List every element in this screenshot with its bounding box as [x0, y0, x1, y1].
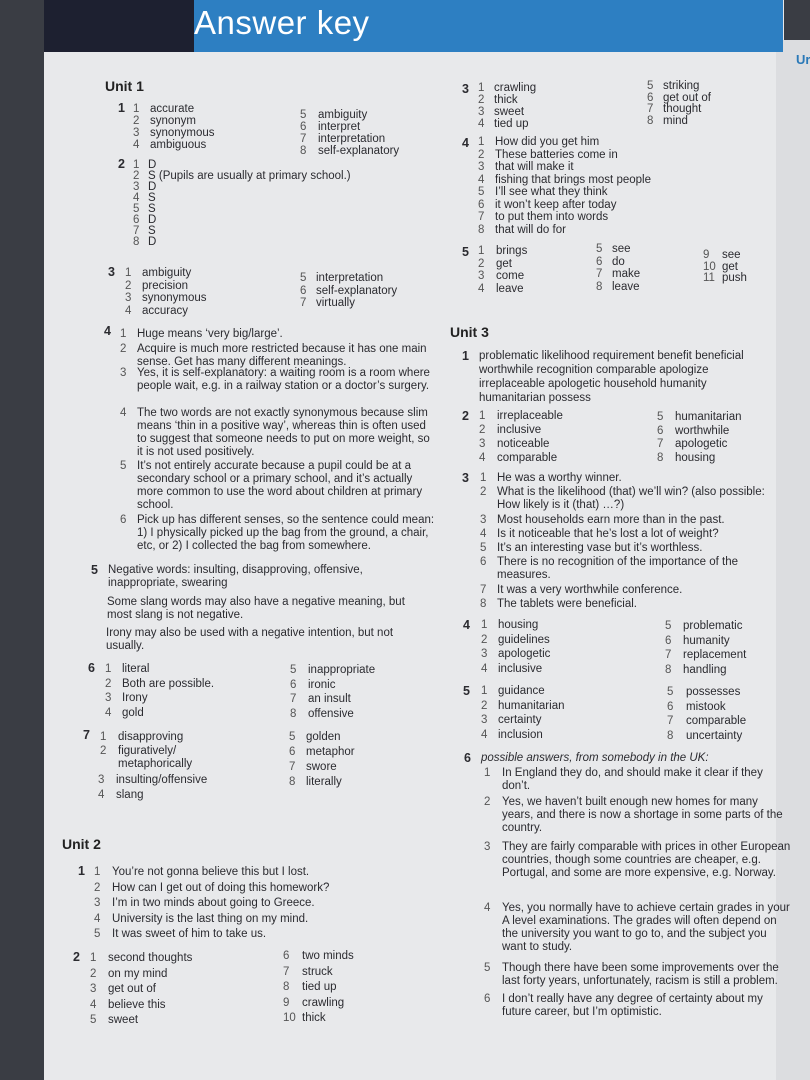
u2e2-answer: second thoughts — [108, 952, 193, 964]
u1e7-answer: metaphor — [306, 746, 355, 758]
u1e4-answer: Yes, it is self-explanatory: a waiting room is a room where people wait, e.g. in a railway station or a doctor’s surgery. — [137, 367, 430, 392]
u3e5-num: 1 — [481, 685, 488, 697]
u2e2-num: 10 — [283, 1012, 296, 1024]
u2e4-num: 7 — [478, 211, 485, 223]
u3e6-answer: I don’t really have any degree of certainty about my future career, but I’m optimistic. — [502, 993, 763, 1018]
unit3-heading: Unit 3 — [450, 324, 489, 340]
exercise-number: 3 — [462, 82, 469, 96]
u2e2-answer: thick — [302, 1012, 326, 1024]
u2e5-num: 2 — [478, 257, 485, 270]
u2e3-answer: striking — [663, 80, 700, 92]
u1e2-num: 2 — [133, 170, 140, 182]
u2e3-num: 2 — [478, 94, 485, 106]
exercise-number: 7 — [83, 728, 90, 742]
u1e1-num: 5 — [300, 109, 307, 121]
u2e2-answer: struck — [302, 965, 333, 978]
u2e3-answer: get out of — [663, 91, 711, 104]
u3e4-num: 7 — [665, 649, 672, 661]
u1e1-num: 3 — [133, 127, 140, 139]
u1e4-num: 1 — [120, 328, 127, 340]
u2e4-num: 8 — [478, 223, 485, 236]
u1e3-answer: interpretation — [316, 272, 384, 284]
u1e2-num: 6 — [133, 214, 140, 226]
u1e3-num: 6 — [300, 284, 307, 297]
exercise-number: 6 — [464, 751, 471, 765]
u2e5-num: 7 — [596, 268, 603, 280]
u3e5-num: 3 — [481, 714, 488, 726]
u2e5-num: 5 — [596, 243, 603, 255]
u1e4-answer: It’s not entirely accurate because a pupil could be at a secondary school or a primary school, and it’s actually more common to use the word about children at primary school. — [137, 460, 423, 511]
u2e4-answer: How did you get him — [495, 136, 600, 148]
u1e6-answer: Irony — [122, 692, 148, 704]
u3e4-num: 4 — [481, 662, 488, 675]
u2e5-answer: brings — [496, 245, 528, 257]
u3e2-answer: noticeable — [497, 438, 550, 450]
exercise-number: 5 — [91, 563, 98, 577]
u2e2-num: 4 — [90, 998, 97, 1011]
u3e6-num: 6 — [484, 993, 491, 1005]
u2e5-num: 11 — [703, 272, 715, 284]
u1e7-answer: insulting/offensive — [116, 774, 208, 786]
u1e7-num: 2 — [100, 745, 107, 757]
u3e3-answer: What is the likelihood (that) we’ll win? (also possible: How likely is it (that) …?) — [497, 486, 765, 511]
u3e2-num: 4 — [479, 452, 486, 464]
u2e2-answer: on my mind — [108, 967, 168, 980]
u2e4-num: 6 — [478, 198, 485, 211]
u1e5-irony-note: Irony may also be used with a negative intention, but not usually. — [106, 627, 394, 652]
unit1-heading: Unit 1 — [105, 78, 144, 94]
u3e5-answer: uncertainty — [686, 729, 743, 742]
u3e5-answer: possesses — [686, 686, 741, 698]
u2e5-num: 4 — [478, 282, 485, 295]
u1e1-answer: ambiguous — [150, 139, 207, 151]
u2e4-answer: that will make it — [495, 161, 574, 173]
u3e6-num: 1 — [484, 767, 491, 779]
u2e1-num: 2 — [94, 881, 101, 894]
u2e3-num: 3 — [478, 106, 485, 118]
u3e5-answer: mistook — [686, 700, 726, 713]
u2e3-answer: thought — [663, 103, 702, 115]
u1e5-negative-words: Negative words: insulting, disapproving, offensive, inappropriate, swearing — [108, 564, 363, 589]
exercise-number: 1 — [78, 864, 85, 878]
u3e2-num: 8 — [657, 451, 664, 464]
u1e3-answer: synonymous — [142, 292, 207, 304]
u1e2-answer: S — [148, 203, 156, 215]
u1e3-num: 4 — [125, 304, 132, 317]
u1e2-num: 8 — [133, 236, 140, 248]
u2e3-num: 6 — [647, 91, 654, 104]
u3e2-answer: housing — [675, 451, 716, 464]
u1e7-answer: disapproving — [118, 731, 184, 743]
u2e2-num: 5 — [90, 1014, 97, 1026]
u1e1-num: 1 — [133, 103, 140, 115]
u2e1-answer: University is the last thing on my mind. — [112, 912, 309, 925]
u3e6-num: 5 — [484, 962, 491, 974]
u3e2-num: 3 — [479, 438, 486, 450]
u2e3-answer: tied up — [494, 118, 529, 130]
u3e4-num: 8 — [665, 663, 672, 676]
u1e2-answer: D — [148, 214, 157, 226]
u2e2-num: 9 — [283, 996, 290, 1009]
u3e5-answer: humanitarian — [498, 699, 565, 712]
u3e5-answer: guidance — [498, 685, 545, 697]
exercise-number: 6 — [88, 661, 95, 675]
u1e6-answer: offensive — [308, 707, 354, 720]
u3e6-answer: They are fairly comparable with prices in other European countries, though some countries are cheaper, e.g. Portugal, and some are more expensive, e.g. Norway. — [502, 841, 791, 879]
u2e5-answer: push — [722, 272, 747, 284]
u1e4-answer: Pick up has different senses, so the sentence could mean: 1) I physically picked up the bag from the ground, a chair, etc, or 2) I collected the bag from somewhere. — [137, 514, 435, 552]
u3e3-answer: There is no recognition of the importance of the measures. — [497, 556, 739, 581]
u1e5-slang-note: Some slang words may also have a negative meaning, but most slang is not negative. — [107, 596, 405, 621]
u3e4-num: 6 — [665, 634, 672, 647]
u1e6-num: 3 — [105, 692, 112, 704]
u1e1-answer: synonymous — [150, 127, 215, 139]
u1e6-answer: inappropriate — [308, 664, 376, 676]
exercise-number: 3 — [462, 471, 469, 485]
u1e3-answer: self-explanatory — [316, 284, 398, 297]
u1e4-num: 2 — [120, 343, 127, 355]
u3e2-num: 7 — [657, 438, 664, 450]
u2e5-num: 10 — [703, 260, 716, 273]
u2e4-answer: These batteries come in — [495, 148, 618, 161]
u3e2-answer: irreplaceable — [497, 410, 563, 422]
exercise-number: 4 — [104, 324, 111, 338]
u2e2-answer: two minds — [302, 950, 354, 962]
u3e5-num: 7 — [667, 715, 674, 727]
u3e2-answer: comparable — [497, 452, 558, 464]
u1e4-answer: The two words are not exactly synonymous because slim means ‘thin in a positive way’, whereas thin is often used to suggest that someone needs to put on more weight, so it is not used positively. — [137, 407, 430, 458]
u1e2-num: 3 — [133, 181, 140, 193]
u2e3-answer: mind — [663, 114, 688, 127]
u1e2-num: 4 — [133, 192, 140, 204]
u2e5-answer: get — [496, 257, 512, 270]
u1e7-num: 4 — [98, 789, 105, 801]
u3e5-num: 4 — [481, 728, 488, 741]
exercise-number: 1 — [118, 101, 125, 115]
u3e3-answer: He was a worthy winner. — [497, 472, 622, 484]
u1e3-answer: accuracy — [142, 304, 189, 317]
u3e3-num: 5 — [480, 542, 487, 554]
u1e2-answer: S — [148, 192, 156, 204]
exercise-number: 1 — [462, 349, 469, 363]
u2e2-num: 3 — [90, 983, 97, 995]
u2e3-num: 7 — [647, 103, 654, 115]
u3e4-num: 1 — [481, 619, 488, 631]
u3e3-num: 1 — [480, 472, 487, 484]
u1e7-num: 5 — [289, 731, 296, 743]
u2e1-answer: How can I get out of doing this homework? — [112, 881, 330, 894]
u2e5-answer: leave — [612, 280, 640, 293]
u2e5-answer: do — [612, 255, 625, 268]
u3e5-num: 5 — [667, 686, 674, 698]
exercise-number: 2 — [73, 950, 80, 964]
exercise-number: 4 — [463, 618, 470, 632]
u1e6-answer: gold — [122, 706, 144, 719]
u1e7-num: 7 — [289, 761, 296, 773]
u3e4-num: 5 — [665, 620, 672, 632]
u2e2-num: 1 — [90, 952, 97, 964]
u1e1-answer: interpretation — [318, 133, 386, 145]
u2e1-num: 3 — [94, 897, 101, 909]
u3e3-answer: It was a very worthwhile conference. — [497, 584, 683, 596]
u3e6-num: 3 — [484, 841, 491, 853]
u1e7-answer: swore — [306, 761, 337, 773]
u1e7-num: 6 — [289, 746, 296, 758]
u2e5-num: 1 — [478, 245, 485, 257]
u1e6-num: 6 — [290, 678, 297, 691]
u1e2-answer: D — [148, 159, 157, 171]
u3e5-num: 8 — [667, 729, 674, 742]
u3e4-answer: handling — [683, 663, 727, 676]
u2e2-answer: tied up — [302, 981, 337, 993]
u3e4-answer: housing — [498, 619, 539, 631]
u1e2-answer: S — [148, 225, 156, 237]
u1e4-num: 5 — [120, 460, 127, 472]
u2e2-answer: believe this — [108, 998, 166, 1011]
exercise-number: 5 — [463, 684, 470, 698]
u1e7-answer: figuratively/ metaphorically — [118, 745, 193, 770]
u3e2-answer: humanitarian — [675, 411, 742, 423]
u3e4-num: 3 — [481, 648, 488, 660]
u1e6-num: 5 — [290, 664, 297, 676]
u3e6-intro: possible answers, from somebody in the UK: — [481, 752, 709, 764]
u2e4-answer: it won’t keep after today — [495, 198, 617, 211]
u2e1-answer: You’re not gonna believe this but I lost. — [112, 866, 310, 878]
u2e5-num: 3 — [478, 270, 485, 282]
u1e7-answer: slang — [116, 789, 144, 801]
u2e4-answer: I’ll see what they think — [495, 186, 608, 198]
u1e6-num: 2 — [105, 677, 112, 690]
u1e1-answer: accurate — [150, 103, 195, 115]
u2e3-num: 4 — [478, 118, 485, 130]
u3e6-num: 2 — [484, 796, 491, 808]
u3e4-num: 2 — [481, 633, 488, 646]
u1e3-num: 1 — [125, 267, 132, 279]
u2e3-answer: sweet — [494, 106, 525, 118]
u3e6-answer: In England they do, and should make it clear if they don’t. — [502, 767, 763, 792]
u2e3-num: 1 — [478, 82, 485, 94]
u2e5-answer: come — [496, 270, 525, 282]
u1e6-answer: literal — [122, 663, 150, 675]
u2e3-answer: crawling — [494, 82, 537, 94]
u3e3-num: 6 — [480, 556, 487, 568]
u1e2-num: 7 — [133, 225, 140, 237]
u2e5-answer: see — [612, 243, 631, 255]
u3e2-num: 1 — [479, 410, 486, 422]
u3e4-answer: guidelines — [498, 633, 550, 646]
u1e6-answer: ironic — [308, 678, 336, 691]
u1e1-answer: synonym — [150, 115, 197, 127]
u3e4-answer: inclusive — [498, 662, 543, 675]
u2e4-num: 2 — [478, 148, 485, 161]
u1e6-num: 4 — [105, 706, 112, 719]
u2e4-answer: to put them into words — [495, 211, 609, 223]
header-dark-band — [44, 0, 194, 52]
exercise-number: 2 — [118, 157, 125, 171]
u3e3-answer: It’s an interesting vase but it’s worthless. — [497, 542, 703, 554]
u3e5-answer: inclusion — [498, 728, 543, 741]
u2e3-num: 5 — [647, 80, 654, 92]
u1e7-answer: golden — [306, 731, 341, 743]
u2e4-num: 4 — [478, 173, 485, 186]
u2e1-num: 1 — [94, 866, 101, 878]
u2e2-answer: crawling — [302, 996, 345, 1009]
u2e4-answer: that will do for — [495, 223, 566, 236]
u1e3-answer: virtually — [316, 297, 355, 309]
u3e5-answer: certainty — [498, 714, 542, 726]
u2e4-num: 5 — [478, 186, 485, 198]
u1e3-num: 3 — [125, 292, 132, 304]
u3e4-answer: humanity — [683, 634, 730, 647]
u3e6-answer: Yes, we haven’t built enough new homes for many years, and there is now a shortage in some parts of the country. — [502, 796, 783, 834]
u2e1-num: 4 — [94, 912, 101, 925]
u2e2-num: 8 — [283, 981, 290, 993]
u3e6-answer: Though there have been some improvements over the last forty years, unfortunately, racism is still a problem. — [502, 962, 779, 987]
u1e1-num: 6 — [300, 121, 307, 133]
u1e2-answer: D — [148, 181, 157, 193]
u3e2-answer: apologetic — [675, 438, 728, 450]
u3e3-num: 3 — [480, 514, 487, 526]
exercise-number: 5 — [462, 245, 469, 259]
u1e6-answer: an insult — [308, 693, 351, 705]
u3e6-num: 4 — [484, 902, 491, 914]
u3e2-answer: worthwhile — [675, 424, 730, 437]
exercise-number: 4 — [462, 136, 469, 150]
u2e1-answer: I’m in two minds about going to Greece. — [112, 897, 315, 909]
u1e3-answer: precision — [142, 279, 189, 292]
u1e6-num: 7 — [290, 693, 297, 705]
u1e2-num: 5 — [133, 203, 140, 215]
u3e2-num: 2 — [479, 424, 486, 436]
u2e2-answer: get out of — [108, 983, 156, 995]
u2e5-answer: make — [612, 268, 641, 280]
u2e1-answer: It was sweet of him to take us. — [112, 928, 267, 940]
u2e2-num: 2 — [90, 967, 97, 980]
u2e4-num: 3 — [478, 161, 485, 173]
u1e1-answer: interpret — [318, 121, 361, 133]
u2e3-num: 8 — [647, 114, 654, 127]
next-page-unit-tab: Ur — [796, 52, 810, 67]
exercise-number: 2 — [462, 409, 469, 423]
u1e3-num: 7 — [300, 297, 307, 309]
u2e1-num: 5 — [94, 928, 101, 940]
u2e5-num: 8 — [596, 280, 603, 293]
u3e3-answer: Most households earn more than in the past. — [497, 514, 725, 526]
u3e3-num: 2 — [480, 486, 487, 498]
u2e5-num: 9 — [703, 249, 710, 261]
u2e5-num: 6 — [596, 255, 603, 268]
u1e1-num: 8 — [300, 145, 307, 157]
u1e4-num: 3 — [120, 367, 127, 379]
u2e5-answer: get — [722, 260, 738, 273]
u3e3-num: 4 — [480, 528, 487, 540]
u2e5-answer: leave — [496, 282, 524, 295]
u3e2-num: 6 — [657, 424, 664, 437]
u1e3-answer: ambiguity — [142, 267, 192, 279]
u1e7-num: 3 — [98, 774, 105, 786]
page-title: Answer key — [194, 4, 370, 41]
u3e3-answer: Is it noticeable that he’s lost a lot of weight? — [497, 528, 719, 540]
u3e4-answer: apologetic — [498, 648, 551, 660]
u3e4-answer: problematic — [683, 620, 743, 632]
u1e2-answer: S (Pupils are usually at primary school.) — [148, 170, 351, 182]
u1e6-num: 8 — [290, 707, 297, 720]
u3e1-word-list: problematic likelihood requirement benefit beneficial worthwhile recognition comparable apologize irreplaceable apologetic household humanity humanitarian possess — [479, 350, 744, 404]
unit2-heading: Unit 2 — [62, 836, 101, 852]
u2e4-answer: fishing that brings most people — [495, 173, 651, 186]
u3e5-num: 6 — [667, 700, 674, 713]
u1e2-num: 1 — [133, 159, 140, 171]
u2e2-answer: sweet — [108, 1014, 139, 1026]
u1e3-num: 2 — [125, 279, 132, 292]
u2e3-answer: thick — [494, 94, 518, 106]
u1e7-num: 1 — [100, 731, 107, 743]
u3e2-num: 5 — [657, 411, 664, 423]
u1e4-num: 6 — [120, 514, 127, 526]
u3e4-answer: replacement — [683, 649, 747, 661]
u2e2-num: 6 — [283, 950, 290, 962]
u3e5-answer: comparable — [686, 715, 747, 727]
u3e3-num: 8 — [480, 598, 487, 610]
u1e2-answer: D — [148, 236, 157, 248]
u3e6-answer: Yes, you normally have to achieve certain grades in your A level examinations. The grades will often depend on the university you want to go to, and the subject you want to study. — [502, 902, 790, 953]
u2e4-num: 1 — [478, 136, 485, 148]
u2e2-num: 7 — [283, 965, 290, 978]
u1e1-answer: ambiguity — [318, 109, 368, 121]
u1e4-num: 4 — [120, 407, 127, 419]
u3e5-num: 2 — [481, 699, 488, 712]
u1e7-answer: literally — [306, 776, 342, 788]
u1e7-num: 8 — [289, 776, 296, 788]
u1e1-answer: self-explanatory — [318, 145, 400, 157]
u3e3-answer: The tablets were beneficial. — [497, 598, 637, 610]
u1e1-num: 7 — [300, 133, 307, 145]
u1e6-answer: Both are possible. — [122, 677, 215, 690]
u1e4-answer: Huge means ‘very big/large’. — [137, 328, 283, 340]
u1e6-num: 1 — [105, 663, 112, 675]
u1e4-answer: Acquire is much more restricted because it has one main sense. Get has many different meanings. — [137, 343, 427, 368]
u3e2-answer: inclusive — [497, 424, 542, 436]
u3e3-num: 7 — [480, 584, 487, 596]
u1e1-num: 4 — [133, 139, 140, 151]
u1e3-num: 5 — [300, 272, 307, 284]
exercise-number: 3 — [108, 265, 115, 279]
u1e1-num: 2 — [133, 115, 140, 127]
u2e5-answer: see — [722, 249, 741, 261]
